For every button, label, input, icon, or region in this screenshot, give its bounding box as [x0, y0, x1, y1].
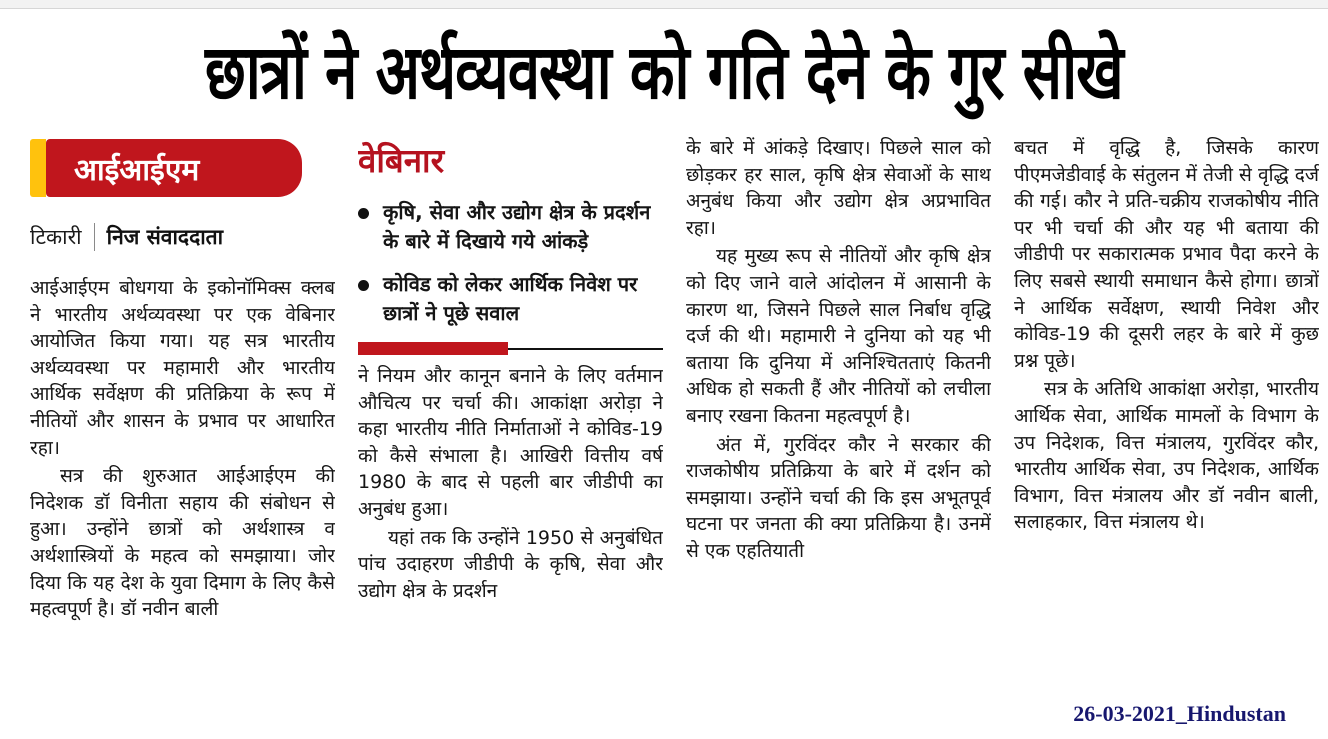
- article-column-1: [30, 135, 335, 685]
- paragraph: सत्र की शुरुआत आईआईएम की निदेशक डॉ विनीता सहाय की संबोधन से हुआ। उन्होंने छात्रों को अर्थशास्त्र व अर्थशास्त्रियों के महत्व को समझाया। जोर दिया कि यह देश के युवा दिमाग के लिए कैसे महत्वपूर्ण है। डॉ नवीन बाली: [30, 465, 335, 621]
- article-columns: [0, 125, 1328, 685]
- byline-credit: निज संवाददाता: [106, 225, 224, 249]
- webinar-section-title: वेबिनार: [358, 141, 445, 180]
- article-column-4: [1014, 135, 1319, 685]
- article-column-3: [686, 135, 991, 685]
- section-divider: [358, 342, 663, 355]
- article-column-2: [358, 135, 663, 685]
- paragraph: के बारे में आंकड़े दिखाए। पिछले साल को छोड़कर हर साल, कृषि क्षेत्र सेवाओं के साथ अनुबंध किया और उद्योग क्षेत्र अप्रभावित रहा।: [686, 137, 991, 239]
- paragraph: यहां तक कि उन्होंने 1950 से अनुबंधित पांच उदाहरण जीडीपी के कृषि, सेवा और उद्योग क्षेत्र के प्रदर्शन: [358, 526, 663, 602]
- kicker-yellow-accent: [30, 139, 46, 197]
- headline-container: [0, 13, 1328, 125]
- kicker-label: आईआईएम: [74, 152, 200, 188]
- webinar-bullet-list: [358, 198, 663, 328]
- byline-location: टिकारी: [30, 225, 82, 249]
- bullet-text: कोविड को लेकर आर्थिक निवेश पर छात्रों ने पूछे सवाल: [383, 272, 638, 325]
- divider-red-bar: [358, 342, 508, 355]
- kicker-badge: [30, 139, 302, 197]
- paragraph: यह मुख्य रूप से नीतियों और कृषि क्षेत्र को दिए जाने वाले आंदोलन में आसानी के कारण था, जिसने पिछले साल निर्बाध वृद्धि दर्ज की थी। महामारी ने दुनिया को यह भी बताया कि दुनिया में अनिश्चितताएं कितनी अधिक हो सकती हैं और नीतियों को लचीला बनाए रखना कितना महत्वपूर्ण है।: [686, 245, 991, 427]
- bullet-dot-icon: [358, 280, 369, 291]
- page-title: छात्रों ने अर्थव्यवस्था को गति देने के गुर सीखे: [205, 29, 1123, 117]
- byline-divider: [94, 223, 95, 251]
- paragraph: आईआईएम बोधगया के इकोनॉमिक्स क्लब ने भारतीय अर्थव्यवस्था पर एक वेबिनार आयोजित किया गया। यह सत्र भारतीय अर्थव्यवस्था पर महामारी और भारतीय आर्थिक सर्वेक्षण की प्रतिक्रिया के रूप में नीतियों और शासन के प्रभाव पर आधारित रहा।: [30, 277, 335, 459]
- bullet-item: [358, 198, 663, 256]
- paragraph: बचत में वृद्धि है, जिसके कारण पीएमजेडीवाई के संतुलन में तेजी से वृद्धि दर्ज की गई। कौर ने प्रति-चक्रीय राजकोषीय नीति पर भी चर्चा की और यह भी बताया की जीडीपी पर सकारात्मक प्रभाव पैदा करने के लिए सबसे स्थायी समाधान कैसे होगा। छात्रों ने आर्थिक सर्वेक्षण, स्थायी निवेश और कोविड-19 की दूसरी लहर के बारे में कुछ प्रश्न पूछे।: [1014, 137, 1319, 372]
- bullet-item: [358, 270, 663, 328]
- paragraph: ने नियम और कानून बनाने के लिए वर्तमान औचित्य पर चर्चा की। आकांक्षा अरोड़ा ने कहा भारतीय नीति निर्माताओं ने कोविड-19 को कैसे संभाला है। आखिरी वित्तीय वर्ष 1980 के बाद से पहली बार जीडीपी का अनुबंध हुआ।: [358, 365, 663, 520]
- date-stamp: 26-03-2021_Hindustan: [1073, 701, 1286, 726]
- bullet-dot-icon: [358, 208, 369, 219]
- byline: [30, 223, 335, 251]
- bullet-text: कृषि, सेवा और उद्योग क्षेत्र के प्रदर्शन के बारे में दिखाये गये आंकड़े: [383, 200, 651, 253]
- paragraph: सत्र के अतिथि आकांक्षा अरोड़ा, भारतीय आर्थिक सेवा, आर्थिक मामलों के विभाग के उप निदेशक, वित्त मंत्रालय, गुरविंदर कौर, भारतीय आर्थिक सेवा, उप निदेशक, आर्थिक विभाग, वित्त मंत्रालय और डॉ नवीन बाली, सलाहकार, वित्त मंत्रालय थे।: [1014, 378, 1319, 534]
- paragraph: अंत में, गुरविंदर कौर ने सरकार की राजकोषीय प्रतिक्रिया के बारे में दर्शन को समझाया। उन्होंने चर्चा की कि इस अभूतपूर्व घटना पर जनता की क्या प्रतिक्रिया है। उनमें से एक एहतियाती: [686, 433, 991, 562]
- divider-line: [508, 348, 663, 350]
- viewer-top-strip: [0, 0, 1328, 9]
- kicker-red-box: [46, 139, 302, 197]
